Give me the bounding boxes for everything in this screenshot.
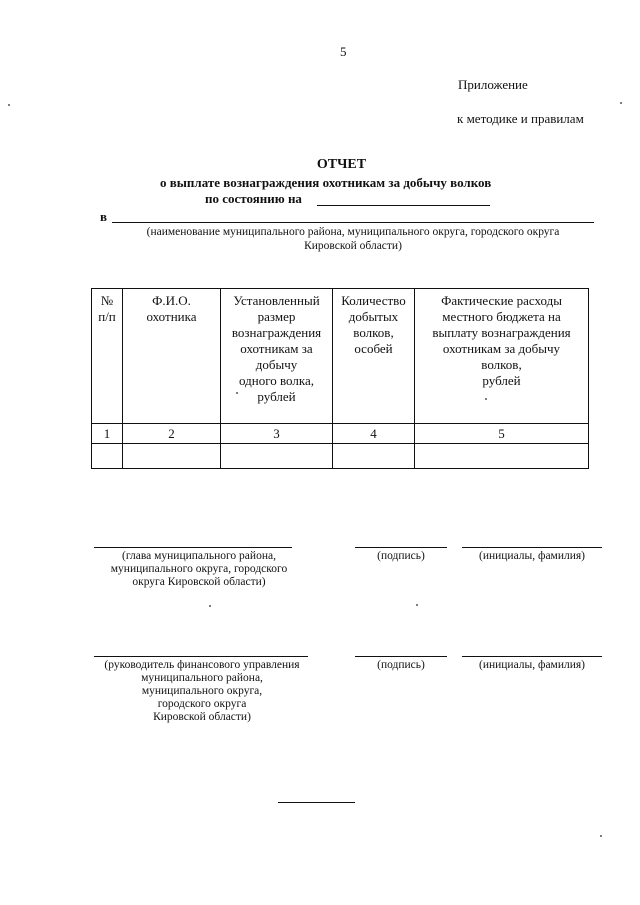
col-number-3: 3: [221, 424, 333, 444]
location-prefix: в: [100, 209, 108, 224]
report-date-blank: [317, 205, 490, 206]
col-number-2: 2: [123, 424, 221, 444]
head-signature-line: [94, 547, 292, 548]
page-number: 5: [340, 44, 347, 59]
col-number-5: 5: [415, 424, 589, 444]
table-column-numbers-row: [92, 424, 589, 444]
table-cell: [123, 444, 221, 469]
scan-speck: [416, 604, 418, 606]
table-header-row: [92, 289, 589, 424]
finance-head-signature-line: [94, 656, 308, 657]
col-header-actual-expenses: Фактические расходы местного бюджета на выплату вознаграждения охотникам за добычу волков, рублей: [415, 289, 589, 424]
col-number-1: 1: [92, 424, 123, 444]
finance-head-name-blank: [462, 656, 602, 657]
table-cell: [333, 444, 415, 469]
table-cell: [415, 444, 589, 469]
scan-speck: [600, 835, 602, 837]
scan-speck: [620, 102, 622, 104]
document-end-line: [278, 802, 355, 803]
appendix-label: Приложение: [458, 77, 528, 92]
finance-head-name-caption: (инициалы, фамилия): [478, 659, 586, 671]
finance-head-signature-blank: [355, 656, 447, 657]
location-blank: [112, 222, 594, 223]
head-signature-caption: (подпись): [377, 550, 425, 562]
table-row: [92, 444, 589, 469]
head-name-caption: (инициалы, фамилия): [478, 550, 586, 562]
head-role-caption: (глава муниципального района, муниципального округа, городского округа Кировской области): [110, 550, 288, 588]
appendix-reference: к методике и правилам: [457, 111, 584, 126]
report-title: ОТЧЕТ: [316, 157, 367, 172]
col-header-hunter-name: Ф.И.О. охотника: [123, 289, 221, 424]
col-number-4: 4: [333, 424, 415, 444]
scan-speck: [8, 104, 10, 106]
col-header-wolves-count: Количество добытых волков, особей: [333, 289, 415, 424]
col-header-reward-rate: Установленный размер вознаграждения охотникам за добычу одного волка, рублей: [221, 289, 333, 424]
scan-speck: [485, 398, 487, 400]
scan-speck: [209, 605, 211, 607]
finance-head-signature-caption: (подпись): [377, 659, 425, 671]
col-header-number: № п/п: [92, 289, 123, 424]
report-date-label: по состоянию на: [205, 191, 302, 206]
scan-speck: [236, 392, 238, 394]
table-cell: [221, 444, 333, 469]
report-subtitle: о выплате вознаграждения охотникам за добычу волков: [160, 175, 492, 190]
location-caption: (наименование муниципального района, муниципального округа, городского округа: [146, 226, 560, 238]
table-cell: [92, 444, 123, 469]
location-caption-region: Кировской области): [304, 240, 402, 252]
report-table: [91, 288, 589, 469]
head-signature-blank: [355, 547, 447, 548]
finance-head-role-caption: (руководитель финансового управления муниципального района, муниципального округа, городского округа Кировской области): [104, 659, 300, 723]
head-name-blank: [462, 547, 602, 548]
